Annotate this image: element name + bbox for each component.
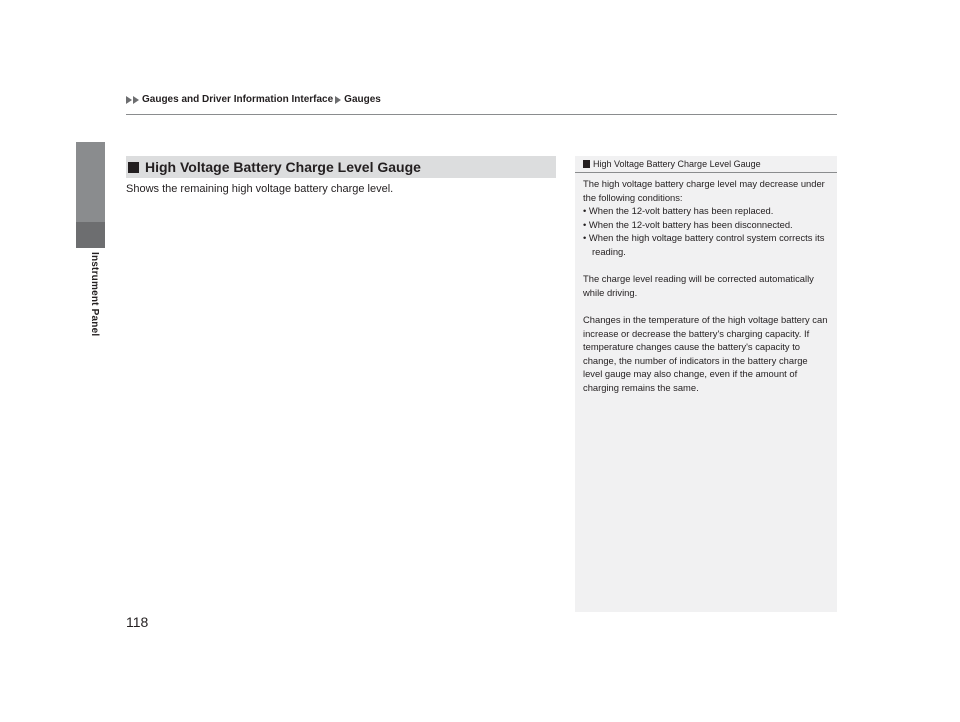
section-title: High Voltage Battery Charge Level Gauge bbox=[145, 159, 421, 175]
breadcrumb-arrow-icon bbox=[335, 96, 341, 104]
note-bullet-list bbox=[583, 204, 829, 258]
side-note-header bbox=[575, 156, 837, 173]
page-number: 118 bbox=[126, 614, 149, 630]
note-paragraph: Changes in the temperature of the high voltage battery can increase or decrease the battery's charging capacity. If temperature changes cause the battery's capacity to change, the number of indicators in the battery charge level gauge may also change, even if the amount of charging remains the same. bbox=[583, 313, 828, 393]
side-note-title: High Voltage Battery Charge Level Gauge bbox=[593, 159, 761, 169]
side-note-content bbox=[575, 173, 837, 395]
side-note bbox=[575, 156, 837, 612]
chapter-side-tab-marker bbox=[76, 222, 105, 248]
section-header bbox=[126, 156, 556, 178]
breadcrumb bbox=[126, 94, 381, 105]
breadcrumb-item[interactable]: Gauges bbox=[344, 94, 381, 105]
chapter-label: Instrument Panel bbox=[89, 252, 100, 337]
header-divider bbox=[126, 114, 837, 115]
note-badge-icon bbox=[583, 160, 590, 168]
note-paragraph: The charge level reading will be corrected automatically while driving. bbox=[583, 273, 814, 298]
section-body: Shows the remaining high voltage battery charge level. bbox=[126, 183, 394, 195]
breadcrumb-arrow-icon bbox=[133, 96, 139, 104]
breadcrumb-item[interactable]: Gauges and Driver Information Interface bbox=[142, 94, 334, 105]
list-item: • When the 12-volt battery has been replaced. bbox=[583, 205, 774, 217]
list-item: • When the 12-volt battery has been disconnected. bbox=[583, 218, 793, 230]
note-intro: The high voltage battery charge level may decrease under the following conditions: bbox=[583, 178, 825, 203]
section-square-icon bbox=[128, 162, 139, 173]
breadcrumb-arrow-icon bbox=[126, 96, 132, 104]
chapter-side-tab bbox=[76, 142, 105, 248]
list-item: • When the high voltage battery control system corrects its reading. bbox=[583, 232, 825, 257]
